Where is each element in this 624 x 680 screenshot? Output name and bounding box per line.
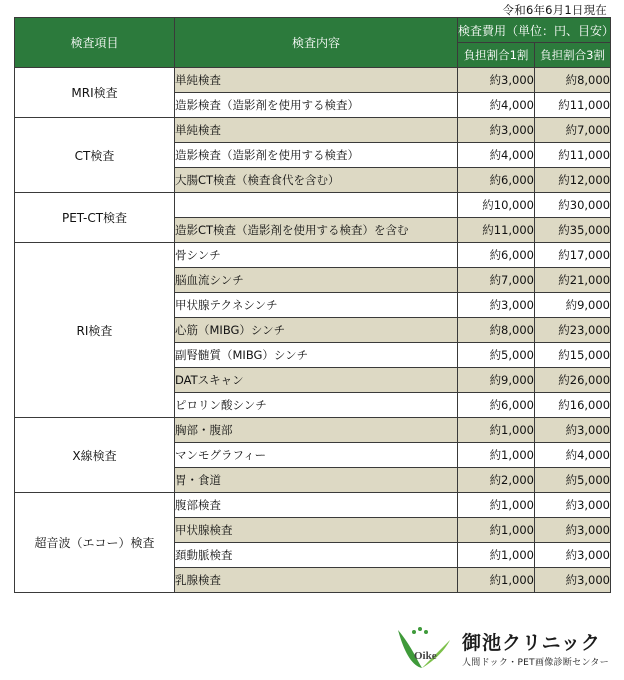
category-cell: RI検査 (15, 243, 175, 418)
exam-name-cell: 甲状腺テクネシンチ (175, 293, 458, 318)
table-row (15, 493, 611, 518)
fee-share-3-cell: 約17,000 (535, 243, 611, 268)
fee-share-1-cell: 約6,000 (458, 168, 535, 193)
fee-share-1-cell: 約1,000 (458, 518, 535, 543)
fee-share-3-cell: 約16,000 (535, 393, 611, 418)
fee-share-1-cell: 約1,000 (458, 568, 535, 593)
table-row (15, 68, 611, 93)
category-cell: X線検査 (15, 418, 175, 493)
exam-name-cell: 大腸CT検査（検査食代を含む） (175, 168, 458, 193)
fee-share-1-cell: 約4,000 (458, 143, 535, 168)
fee-share-3-cell: 約21,000 (535, 268, 611, 293)
table-row (15, 118, 611, 143)
fee-share-1-cell: 約1,000 (458, 543, 535, 568)
fee-share-3-cell: 約8,000 (535, 68, 611, 93)
category-cell: 超音波（エコー）検査 (15, 493, 175, 593)
fee-table (14, 17, 615, 593)
clinic-logo-icon (392, 622, 452, 672)
table-row (15, 418, 611, 443)
exam-name-cell: 造影検査（造影剤を使用する検査） (175, 93, 458, 118)
fee-share-1-cell: 約10,000 (458, 193, 535, 218)
fee-share-1-cell: 約11,000 (458, 218, 535, 243)
fee-share-3-cell: 約12,000 (535, 168, 611, 193)
fee-share-3-cell: 約3,000 (535, 418, 611, 443)
clinic-subtitle: 人間ドック・PET画像診断センター (462, 658, 609, 668)
exam-name-cell: 造影CT検査（造影剤を使用する検査）を含む (175, 218, 458, 243)
exam-name-cell: マンモグラフィー (175, 443, 458, 468)
exam-name-cell: 骨シンチ (175, 243, 458, 268)
fee-share-1-cell: 約7,000 (458, 268, 535, 293)
exam-name-cell: DATスキャン (175, 368, 458, 393)
logo-mark-text: Oike (414, 650, 437, 662)
clinic-logo (392, 622, 612, 672)
fee-share-1-cell: 約3,000 (458, 293, 535, 318)
fee-share-1-cell: 約1,000 (458, 418, 535, 443)
fee-share-1-cell: 約2,000 (458, 468, 535, 493)
fee-share-1-cell: 約9,000 (458, 368, 535, 393)
fee-share-3-cell: 約3,000 (535, 518, 611, 543)
exam-name-cell: 胸部・腹部 (175, 418, 458, 443)
category-cell: MRI検査 (15, 68, 175, 118)
category-cell: PET-CT検査 (15, 193, 175, 243)
header-fee: 検査費用（単位：円、目安） (458, 18, 611, 43)
exam-name-cell: 脳血流シンチ (175, 268, 458, 293)
fee-share-1-cell: 約3,000 (458, 68, 535, 93)
table-row (15, 243, 611, 268)
exam-name-cell: 頚動脈検査 (175, 543, 458, 568)
fee-share-3-cell: 約9,000 (535, 293, 611, 318)
fee-share-1-cell: 約1,000 (458, 443, 535, 468)
fee-share-1-cell: 約1,000 (458, 493, 535, 518)
exam-name-cell: ピロリン酸シンチ (175, 393, 458, 418)
exam-name-cell: 甲状腺検査 (175, 518, 458, 543)
fee-share-3-cell: 約7,000 (535, 118, 611, 143)
fee-share-3-cell: 約26,000 (535, 368, 611, 393)
exam-name-cell: 単純検査 (175, 118, 458, 143)
clinic-name: 御池クリニック (462, 632, 601, 654)
header-content: 検査内容 (175, 18, 458, 68)
fee-share-1-cell: 約5,000 (458, 343, 535, 368)
header-share-1: 負担割合1割 (458, 43, 535, 68)
fee-share-3-cell: 約35,000 (535, 218, 611, 243)
fee-share-1-cell: 約8,000 (458, 318, 535, 343)
fee-share-3-cell: 約4,000 (535, 443, 611, 468)
date-note: 令和6年6月1日現在 (502, 3, 607, 17)
header-share-3: 負担割合3割 (535, 43, 611, 68)
fee-share-3-cell: 約15,000 (535, 343, 611, 368)
fee-share-3-cell: 約3,000 (535, 493, 611, 518)
fee-share-3-cell: 約11,000 (535, 93, 611, 118)
fee-share-3-cell: 約11,000 (535, 143, 611, 168)
fee-share-1-cell: 約6,000 (458, 243, 535, 268)
fee-table-body (15, 68, 611, 593)
exam-name-cell: 単純検査 (175, 68, 458, 93)
exam-name-cell: 造影検査（造影剤を使用する検査） (175, 143, 458, 168)
exam-name-cell: 乳腺検査 (175, 568, 458, 593)
table-row (15, 193, 611, 218)
header-item: 検査項目 (15, 18, 175, 68)
category-cell: CT検査 (15, 118, 175, 193)
fee-share-1-cell: 約4,000 (458, 93, 535, 118)
exam-name-cell: 心筋（MIBG）シンチ (175, 318, 458, 343)
fee-share-3-cell: 約3,000 (535, 543, 611, 568)
fee-share-3-cell: 約5,000 (535, 468, 611, 493)
exam-name-cell: 腹部検査 (175, 493, 458, 518)
exam-name-cell: 胃・食道 (175, 468, 458, 493)
fee-share-3-cell: 約23,000 (535, 318, 611, 343)
fee-share-3-cell: 約3,000 (535, 568, 611, 593)
fee-share-1-cell: 約3,000 (458, 118, 535, 143)
exam-name-cell: 副腎髄質（MIBG）シンチ (175, 343, 458, 368)
fee-share-1-cell: 約6,000 (458, 393, 535, 418)
fee-share-3-cell: 約30,000 (535, 193, 611, 218)
exam-name-cell (175, 193, 458, 218)
